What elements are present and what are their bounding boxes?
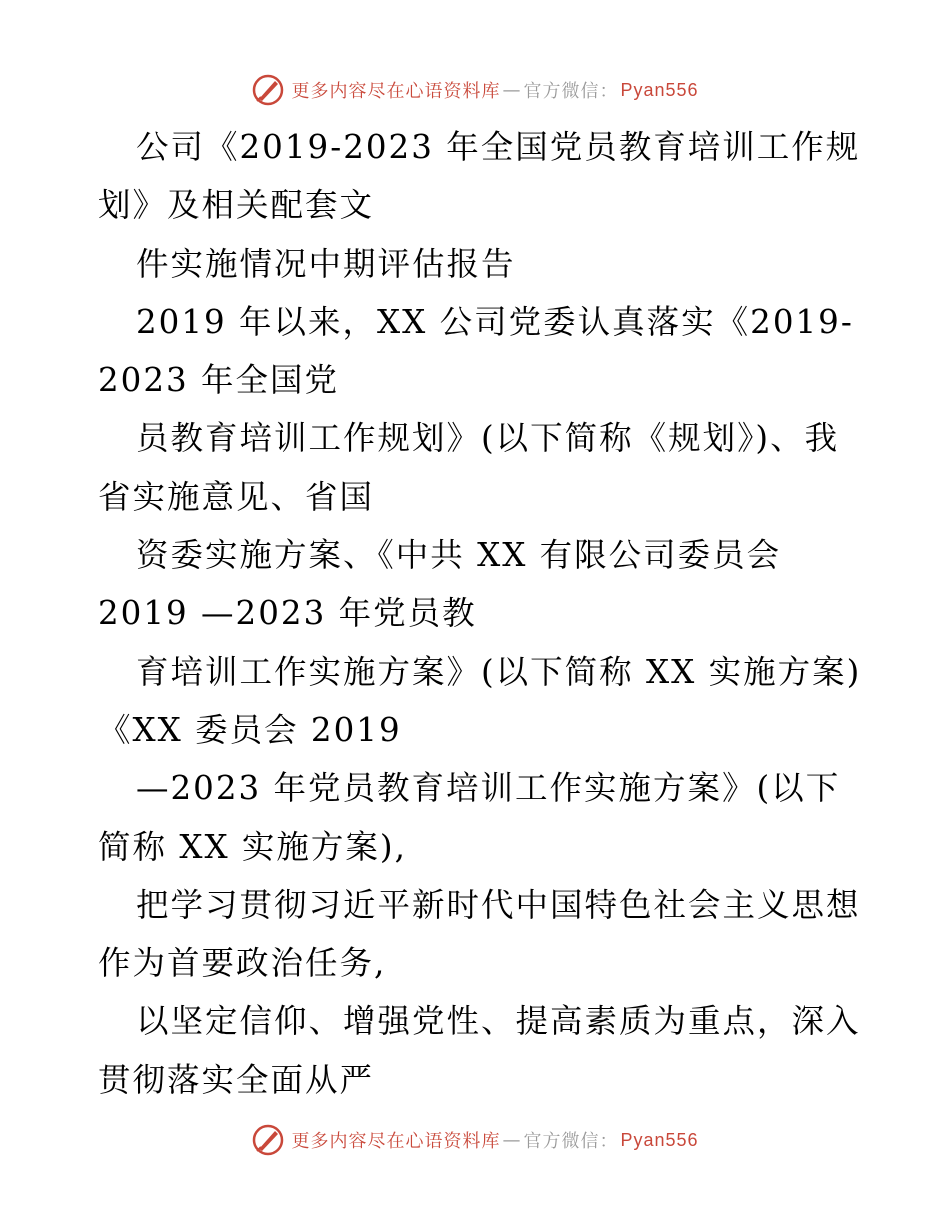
document-line: 划》及相关配套文 [98,186,375,225]
quill-logo-icon [251,1123,285,1157]
banner-wechat-label: 官方微信： [523,1131,619,1152]
footer-watermark-banner [0,1120,950,1160]
document-line: 育培训工作实施方案》(以下简称 XX 实施方案) [136,652,862,691]
banner-main-text: 更多内容尽在心语资料库 [291,1131,501,1152]
document-line: 简称 XX 实施方案), [98,827,407,866]
document-line: 2023 年全国党 [98,361,340,400]
banner-wechat-id: Pyan556 [620,79,699,100]
banner-wechat-label: 官方微信： [523,81,619,102]
document-line: 作为首要政治任务, [98,944,387,983]
document-line: —2023 年党员教育培训工作实施方案》(以下 [136,769,841,808]
document-line: 贯彻落实全面从严 [98,1060,375,1099]
document-line: 2019 年以来，XX 公司党委认真落实《2019- [136,302,854,341]
banner-dash: — [502,79,522,101]
document-line: 以坚定信仰、增强党性、提高素质为重点，深入 [136,1002,861,1041]
header-watermark-banner [0,70,950,110]
document-line: 把学习贯彻习近平新时代中国特色社会主义思想 [136,885,861,924]
document-line: 件实施情况中期评估报告 [136,244,516,283]
document-line: 2019 —2023 年党员教 [98,594,477,633]
quill-logo-icon [251,73,285,107]
document-line: 员教育培训工作规划》(以下简称《规划》)、我 [136,419,840,458]
banner-wechat-id: Pyan556 [620,1129,699,1150]
banner-main-text: 更多内容尽在心语资料库 [291,81,501,102]
document-line: 公司《2019-2023 年全国党员教育培训工作规 [136,128,861,166]
document-line: 省实施意见、省国 [98,477,375,516]
document-body [98,118,862,1109]
document-line: 《XX 委员会 2019 [98,710,402,749]
document-line: 资委实施方案、《中共 XX 有限公司委员会 [136,536,782,575]
banner-dash: — [502,1129,522,1151]
